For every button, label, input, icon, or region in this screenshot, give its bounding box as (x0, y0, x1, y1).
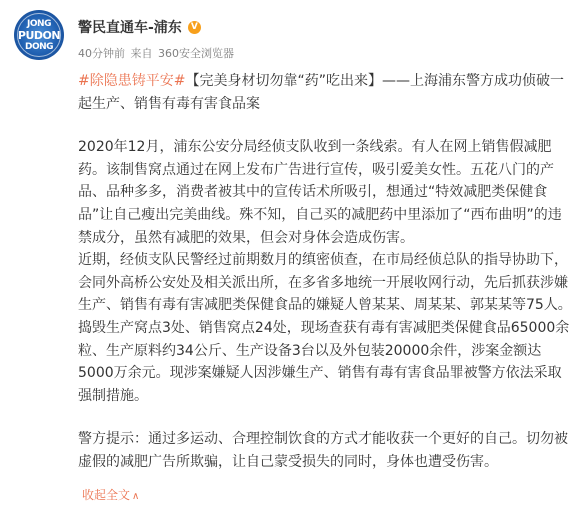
hashtag-link[interactable]: #除隐患铸平安# (78, 73, 186, 89)
caret-up-icon: ∧ (132, 491, 140, 502)
paragraph-2: 近期，经侦支队民警经过前期数月的缜密侦查，在市局经侦总队的指导协助下，会同外高桥公安处及相关派出所，在多省多地统一开展收网行动，先后抓获涉嫌生产、销售有毒有害减肥类保健食品的嫌疑人曾某某、周某某、郭某某等75人。捣毁生产窝点3处、销售窝点24处，现场查获有毒有害减肥类保健食品65000余粒、生产原料约34公斤、生产设备3台以及外包装20000余件，涉案金额达5000万余元。现涉案嫌疑人因涉嫌生产、销售有毒有害食品罪被警方依法采取强制措施。 (78, 252, 572, 404)
post-headline: 【完美身材切勿靠“药”吃出来】——上海浦东警方成功侦破一起生产、销售有毒有害食品案 (78, 73, 564, 112)
post-content (78, 70, 574, 474)
post-time[interactable]: 40分钟前 (78, 47, 125, 60)
post-meta (78, 45, 234, 61)
paragraph-3: 警方提示：通过多运动、合理控制饮食的方式才能收获一个更好的自己。切勿被虚假的减肥广告所欺骗，让自己蒙受损失的同时，身体也遭受伤害。 (78, 431, 568, 470)
author-row (78, 17, 201, 37)
avatar-text-line2: PUDON (17, 29, 61, 42)
post-source: 360安全浏览器 (158, 47, 234, 60)
avatar-text-line1: JONG (27, 19, 51, 29)
avatar[interactable] (14, 10, 64, 60)
author-name[interactable]: 警民直通车-浦东 (78, 20, 182, 36)
collapse-button[interactable] (82, 486, 139, 503)
source-prefix: 来自 (130, 47, 153, 60)
paragraph-1: 2020年12月，浦东公安分局经侦支队收到一条线索。有人在网上销售假减肥药。该制售窝点通过在网上发布广告进行宣传，吸引爱美女性。五花八门的产品、品种多多，消费者被其中的宣传话术所吸引，想通过“特效减肥类保健食品”让自己瘦出完美曲线。殊不知，自己买的减肥药中里添加了“西布曲明”的违禁成分，虽然有减肥的效果，但会对身体会造成伤害。 (78, 139, 562, 246)
collapse-label: 收起全文 (82, 488, 131, 502)
headline-paragraph (78, 70, 574, 115)
verified-badge-icon[interactable]: V (188, 21, 201, 34)
avatar-text-line3: DONG (24, 42, 54, 52)
